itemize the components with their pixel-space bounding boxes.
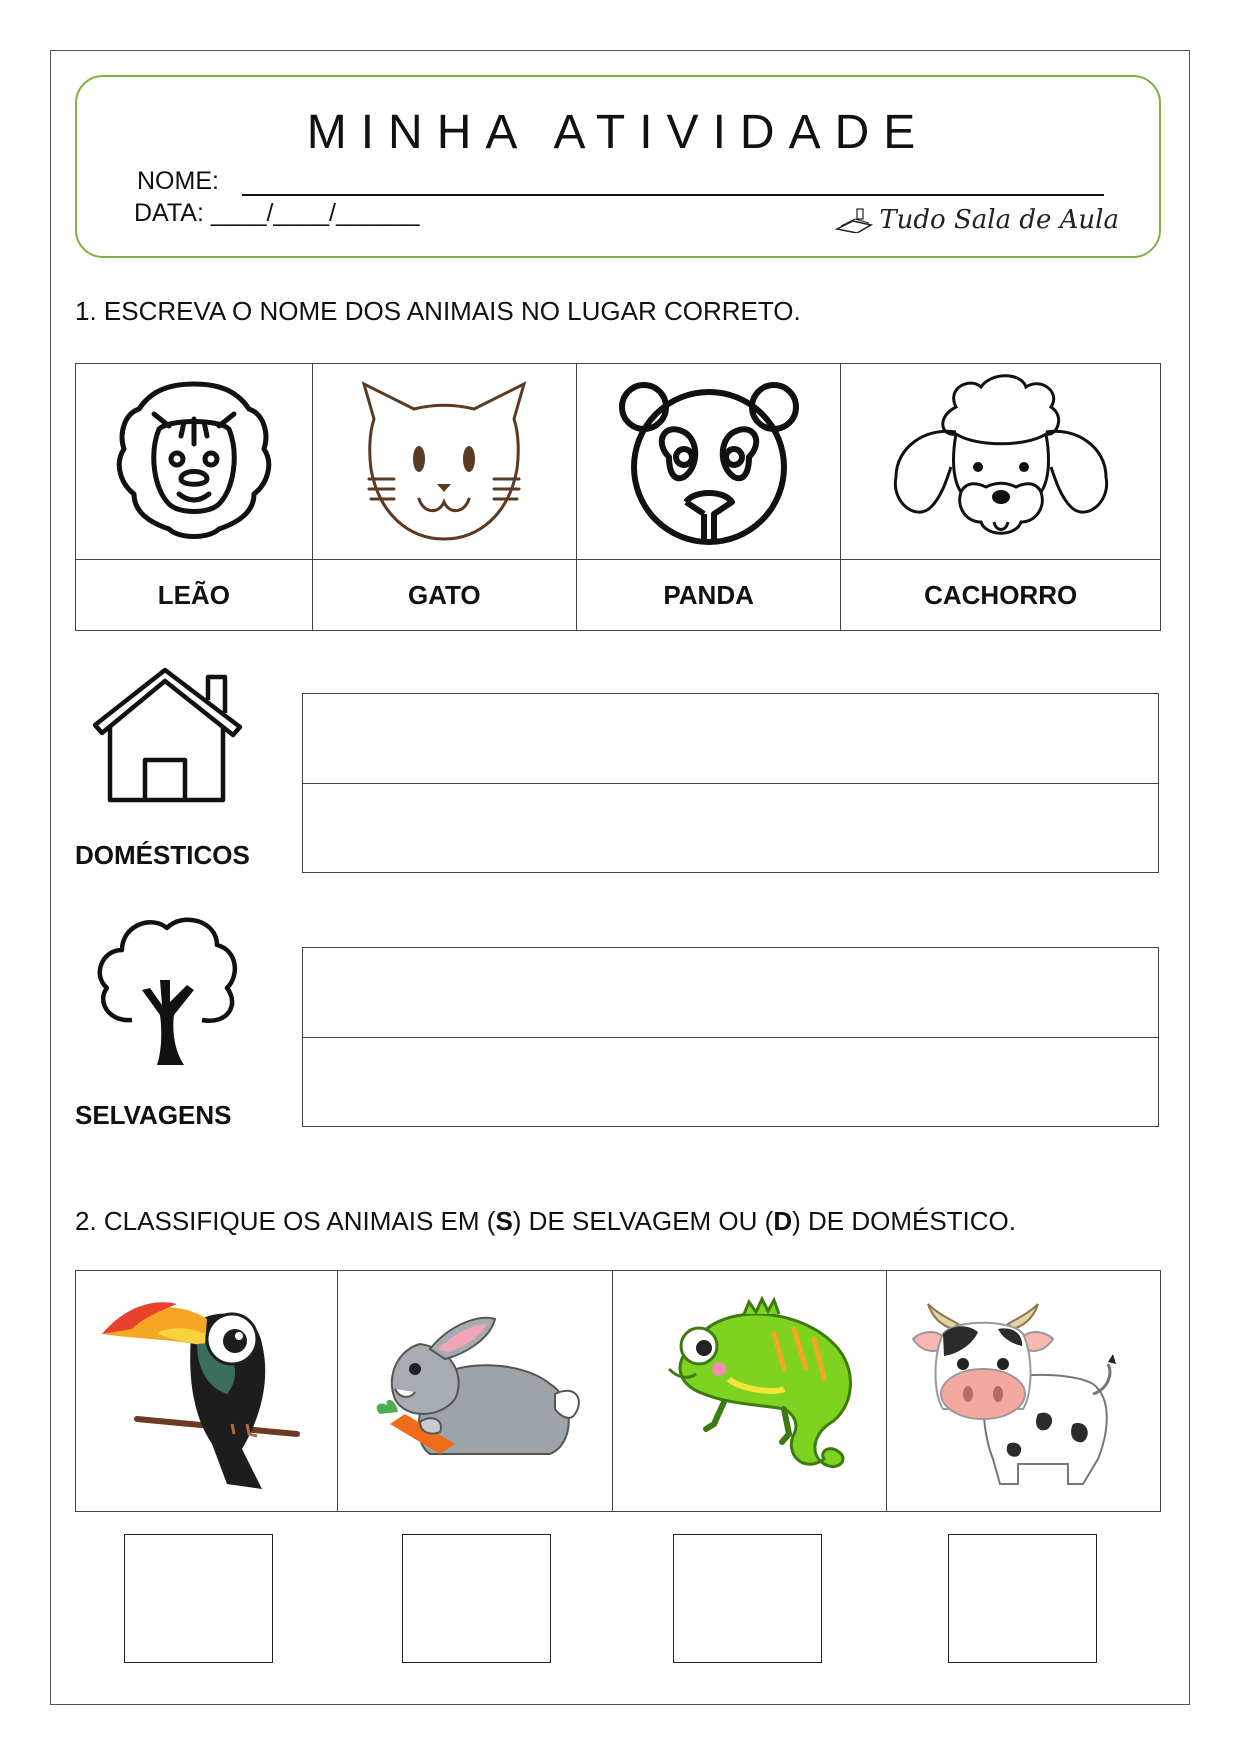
brand-logo — [835, 205, 1119, 235]
letter-s: S — [495, 1206, 513, 1236]
answer-line[interactable] — [303, 694, 1158, 783]
header-box — [75, 75, 1161, 258]
cat-cell — [312, 364, 576, 560]
panda-cell — [576, 364, 840, 560]
chameleon-cell — [612, 1271, 886, 1512]
answer-line[interactable] — [303, 783, 1158, 872]
lion-cell — [76, 364, 313, 560]
toucan-icon — [97, 1284, 317, 1494]
cow-icon — [908, 1284, 1138, 1494]
dog-icon — [886, 372, 1116, 547]
question-2-part: ) DE DOMÉSTICO. — [792, 1206, 1016, 1236]
wild-label: SELVAGENS — [75, 1100, 232, 1130]
cow-cell — [886, 1271, 1160, 1512]
dog-cell — [841, 364, 1161, 560]
animal-label: LEÃO — [76, 560, 313, 631]
lion-icon — [109, 374, 279, 544]
page-title: MINHA ATIVIDADE — [306, 106, 930, 159]
brand-text: Tudo Sala de Aula — [879, 205, 1119, 235]
tree-icon — [92, 910, 242, 1070]
wild-answer-box — [302, 947, 1159, 1127]
rabbit-icon — [360, 1304, 590, 1474]
question-2-part: 2. CLASSIFIQUE OS ANIMAIS EM ( — [75, 1206, 496, 1236]
answer-line[interactable] — [303, 1037, 1158, 1126]
domestic-label: DOMÉSTICOS — [75, 840, 250, 870]
classify-answer-box[interactable] — [402, 1534, 551, 1663]
name-label: NOME: — [137, 167, 219, 195]
date-field[interactable] — [134, 199, 419, 228]
date-label: DATA: — [134, 199, 204, 227]
cat-icon — [349, 374, 539, 544]
letter-d: D — [773, 1206, 793, 1236]
animal-label: CACHORRO — [841, 560, 1161, 631]
animals-table — [75, 363, 1161, 631]
animal-label: PANDA — [576, 560, 840, 631]
panda-icon — [614, 372, 804, 547]
house-icon — [90, 665, 245, 805]
classify-answer-box[interactable] — [673, 1534, 822, 1663]
question-2-part: ) DE SELVAGEM OU ( — [512, 1206, 774, 1236]
date-blank: ____/____/______ — [203, 199, 420, 227]
question-2 — [75, 1206, 1016, 1237]
rabbit-cell — [338, 1271, 612, 1512]
question-1: 1. ESCREVA O NOME DOS ANIMAIS NO LUGAR CORRETO. — [75, 296, 801, 326]
chameleon-icon — [634, 1284, 864, 1494]
toucan-cell — [76, 1271, 338, 1512]
book-icon — [835, 207, 873, 233]
classify-answer-box[interactable] — [124, 1534, 273, 1663]
domestic-answer-box — [302, 693, 1159, 873]
classify-answer-box[interactable] — [948, 1534, 1097, 1663]
name-field[interactable] — [242, 194, 1104, 196]
animal-label: GATO — [312, 560, 576, 631]
answer-line[interactable] — [303, 948, 1158, 1037]
classify-table — [75, 1270, 1161, 1512]
